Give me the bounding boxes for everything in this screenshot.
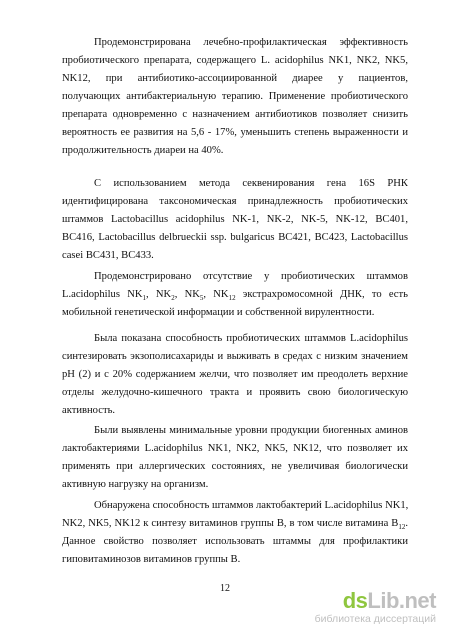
text-segment: , NK — [203, 289, 229, 300]
text-line: лактобактериями L.acidophilus NK1, NK2, NK5, NK12, что позволяет их — [62, 443, 408, 454]
text-line: Продемонстрирована лечебно-профилактическая эффективность — [94, 37, 408, 48]
text-line: BC416, Lactobacillus delbrueckii ssp. bulgaricus BC421, BC423, Lactobacillus — [62, 232, 408, 243]
text-line: получающих антибактериальную терапию. Применение пробиотического — [62, 91, 408, 102]
paragraph-efficacy — [62, 34, 408, 160]
text-line: синтезировать экзополисахариды и выживать в средах с низким значением — [62, 351, 408, 362]
text-line: Продемонстрировано отсутствие у пробиотических штаммов — [94, 271, 408, 282]
text-line: идентифицирована таксономическая принадлежность пробиотических — [62, 196, 408, 207]
text-line: продолжительность диареи на 40%. — [62, 145, 224, 156]
text-line: отделы желудочно-кишечного тракта и проявить свою биологическую — [62, 387, 408, 398]
paragraph-exopolysaccharides — [62, 330, 408, 420]
paragraph-no-plasmid-dna — [62, 268, 408, 322]
text-line-with-subscripts — [62, 286, 408, 304]
subscript: 1 — [142, 294, 146, 303]
text-line: штаммов Lactobacillus acidophilus NK-1, NK-2, NK-5, NK-12, BC401, — [62, 214, 408, 225]
text-line: активность. — [62, 405, 116, 416]
text-line: активную нагрузку на организм. — [62, 479, 209, 490]
text-line: Данное свойство позволяет использовать штаммы для профилактики — [62, 536, 408, 547]
text-segment: экстрахромосомной ДНК, то есть — [235, 289, 408, 300]
paragraph-biogenic-amines — [62, 422, 408, 494]
dslib-logo — [343, 588, 436, 614]
logo-prefix: ds — [342, 588, 368, 613]
text-line: Была показана способность пробиотических штаммов L.acidophilus — [94, 333, 408, 344]
text-segment: NK2, NK5, NK12 к синтезу витаминов группы В, в том числе витамина В — [62, 518, 399, 529]
text-line: применять при аллергических состояниях, не увеличивая биологически — [62, 461, 408, 472]
paragraph-vitamin-synthesis — [62, 497, 408, 569]
text-line: гиповитаминозов витаминов группы В. — [62, 554, 241, 565]
paragraph-sequencing — [62, 175, 408, 265]
text-line: препарата одновременно с назначением антибиотиков позволяет снизить — [62, 109, 408, 120]
text-line: Были выявлены минимальные уровни продукции биогенных аминов — [94, 425, 408, 436]
text-segment: L.acidophilus NK — [62, 289, 143, 300]
watermark-subtitle: библиотека диссертаций — [314, 613, 436, 625]
text-line-with-subscript — [62, 515, 408, 533]
text-line: пробиотического препарата, содержащего L. acidophilus NK1, NK2, NK5, — [62, 55, 408, 66]
subscript: 5 — [199, 294, 204, 303]
text-segment: , NK — [174, 289, 200, 300]
text-line: вероятность ее развития на 5,6 - 17%, уменьшить степень выраженности и — [62, 127, 408, 138]
subscript: 12 — [228, 294, 236, 303]
text-line: pH (2) и с 20% содержанием желчи, что позволяет им преодолеть верхние — [62, 369, 408, 380]
page-number: 12 — [220, 583, 230, 594]
text-segment: . — [405, 518, 408, 529]
text-line: мобильной генетической информации и собственной вирулентности. — [62, 307, 375, 318]
text-line: casei BC431, BC433. — [62, 250, 154, 261]
text-segment: , NK — [146, 289, 172, 300]
logo-main: Lib.net — [367, 588, 436, 613]
subscript: 12 — [398, 523, 406, 532]
text-line: Обнаружена способность штаммов лактобактерий L.acidophilus NK1, — [94, 500, 409, 511]
text-line: NK12, при антибиотико-ассоциированной диарее у пациентов, — [62, 73, 408, 84]
dslib-watermark — [310, 588, 440, 628]
subscript: 2 — [171, 294, 175, 303]
text-line: С использованием метода секвенирования гена 16S РНК — [94, 178, 408, 189]
